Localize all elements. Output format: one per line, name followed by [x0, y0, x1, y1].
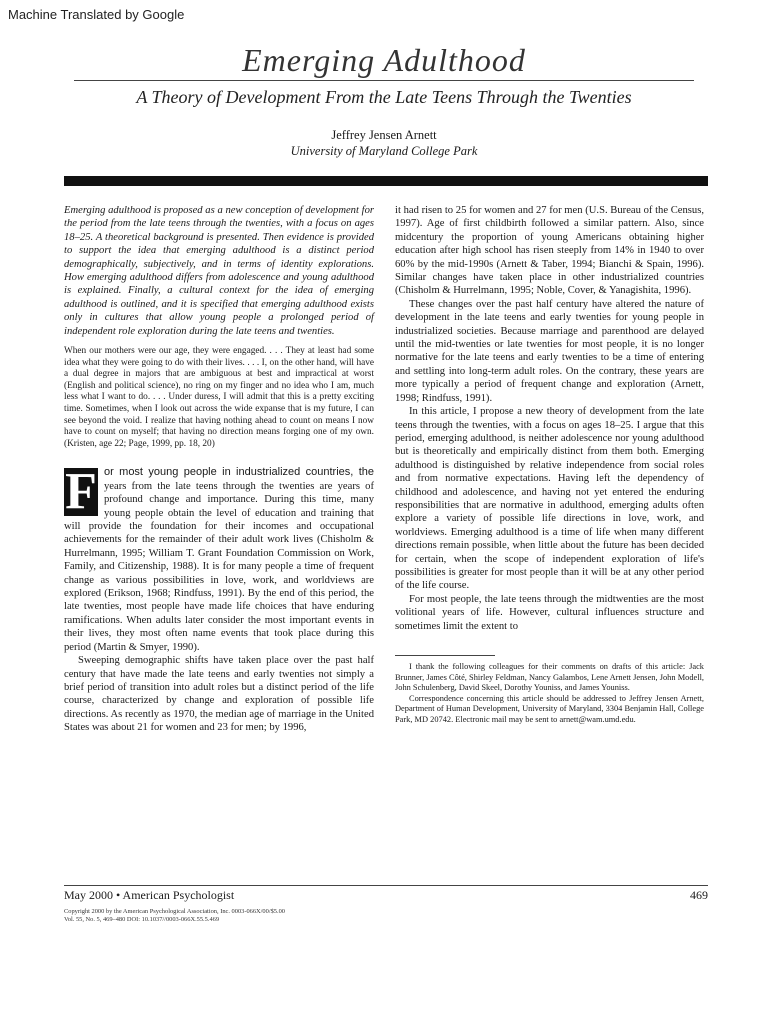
- correspondence-footnote: Correspondence concerning this article should be addressed to Jeffrey Jensen Arnett, Department of Human Development, University of Maryland, 3304 Benjamin Hall, College Park, MD 20742. Electronic mail may be sent to arnett@wam.umd.edu.: [395, 693, 704, 724]
- copyright-line: Copyright 2000 by the American Psychological Association, Inc. 0003-066X/00/$5.00: [64, 908, 285, 915]
- header-black-bar: [64, 176, 708, 186]
- left-column: [64, 204, 374, 735]
- footnote-rule: [395, 655, 495, 656]
- article-subtitle: A Theory of Development From the Late Teens Through the Twenties: [136, 87, 632, 107]
- article-title: Emerging Adulthood: [242, 42, 526, 78]
- intro-body: years from the late teens through the twenties are years of profound change and importance. During this time, many young people obtain the level of education and training that will provide the foundation for their incomes and occupational achievements for the remainder of their adult work lives (Chisholm & Hurrelmann, 1995; William T. Grant Foundation Commission on Work, Family, and Citizenship, 1988). It is for many people a time of frequent change as various possibilities in love, work, and worldviews are explored (Erikson, 1968; Rindfuss, 1991). By the end of this period, the late twenties, most people have made life choices that have enduring ramifications. When adults later consider the most important events in their lives, they most often name events that took place during this period (Martin & Smyer, 1990).: [64, 480, 374, 653]
- abstract: Emerging adulthood is proposed as a new conception of development for the period from the late teens through the twenties, with a focus on ages 18–25. A theoretical background is presented. Then evidence is provided to support the idea that emerging adulthood is a distinct period demographically, subjectively, and in terms of identity explorations. How emerging adulthood differs from adolescence and young adulthood is explained. Finally, a cultural context for the idea of emerging adulthood is outlined, and it is specified that emerging adulthood exists only in cultures that allow young people a prolonged period of independent role exploration during the late teens and twenties.: [64, 205, 374, 337]
- author-affiliation: University of Maryland College Park: [290, 144, 478, 158]
- footnotes: [395, 662, 704, 726]
- machine-translated-banner: Machine Translated by Google: [8, 7, 185, 22]
- footer-rule: [64, 885, 708, 886]
- journal-footer: May 2000 • American Psychologist: [64, 888, 235, 902]
- body-paragraph: In this article, I propose a new theory of development from the late teens through the twenties, with a focus on ages 18–25. I argue that this period, emerging adulthood, is neither adolescence nor young adulthood but is theoretically and empirically distinct from them both. Emerging adulthood is distinguished by relative independence from social roles and from normative expectations. Having left the dependency of childhood and adolescence, and having not yet entered the enduring responsibilities that are normative in adulthood, emerging adults often explore a variety of possible life directions in love, work, and worldviews. Emerging adulthood is a time of life when many different directions remain possible, when little about the future has been decided for certain, when the scope of independent exploration of life's possibilities is greater for most people than it will be at any other period of the life course.: [395, 406, 704, 592]
- drop-cap: F: [65, 463, 97, 521]
- body-paragraph: These changes over the past half century have altered the nature of development in the late teens and early twenties for young people in industrialized societies. Because marriage and parenthood are delayed until the mid-twenties or late twenties for most people, it is no longer normative for the late teens and early twenties to be a time of entering and settling into long-term adult roles. On the contrary, these years are more typically a period of frequent change and exploration (Arnett, 1998; Rindfuss, 1991).: [395, 298, 704, 404]
- page-number: 469: [690, 888, 708, 902]
- copyright-block: [64, 908, 285, 924]
- intro-lead-line: or most young people in industrialized countries, the: [104, 466, 374, 479]
- epigraph-quote: When our mothers were our age, they were engaged. . . . They at least had some idea what they were going to do with their lives. . . . I, on the other hand, will have a dual degree in majors that are ambiguous at best and impractical at worst (English and political science), no ring on my finger and no idea who I am, much less what I want to do. . . . Under duress, I will admit that this is a pretty exciting time. Sometimes, when I look out across the wide expanse that is my future, I can see beyond the void. I realize that having nothing ahead to count on means I now have to count on myself; that having no direction means forging one of my own. (Kristen, age 22; Page, 1999, pp. 18, 20): [64, 346, 374, 449]
- volume-doi-line: Vol. 55, No. 5, 469–480 DOI: 10.1037//0003-066X.55.5.469: [64, 916, 220, 923]
- body-paragraph: it had risen to 25 for women and 27 for men (U.S. Bureau of the Census, 1997). Age of first childbirth followed a similar pattern. Also, since midcentury the proportion of young Americans obtaining higher education after high school has risen steeply from 14% in 1940 to over 60% by the mid-1990s (Arnett & Taber, 1994; Bianchi & Spain, 1996). Similar changes have taken place in other industrialized countries (Chisholm & Hurrelmann, 1995; Noble, Cover, & Yanagishita, 1996).: [395, 205, 704, 297]
- article-header: [0, 42, 768, 159]
- intro-paragraph: [64, 463, 374, 654]
- author-name: Jeffrey Jensen Arnett: [331, 128, 437, 142]
- body-paragraph: For most people, the late teens through the midtwenties are the most volitional years of life. However, cultural influences structure and sometimes limit the extent to: [395, 593, 704, 632]
- acknowledgments-footnote: I thank the following colleagues for their comments on drafts of this article: Jack Brunner, James Côté, Shirley Feldman, Nancy Galambos, Lene Arnett Jensen, John Modell, John Schulenberg, David Skeel, Dorothy Youniss, and James Youniss.: [395, 662, 704, 693]
- title-rule: [74, 80, 694, 81]
- right-column: [395, 204, 704, 726]
- body-paragraph: Sweeping demographic shifts have taken place over the past half century that have made the late teens and early twenties not simply a brief period of transition into adult roles but a distinct period of the life course, characterized by change and exploration of possible life directions. As recently as 1970, the median age of marriage in the United States was about 21 for women and 23 for men; by 1996,: [64, 655, 374, 734]
